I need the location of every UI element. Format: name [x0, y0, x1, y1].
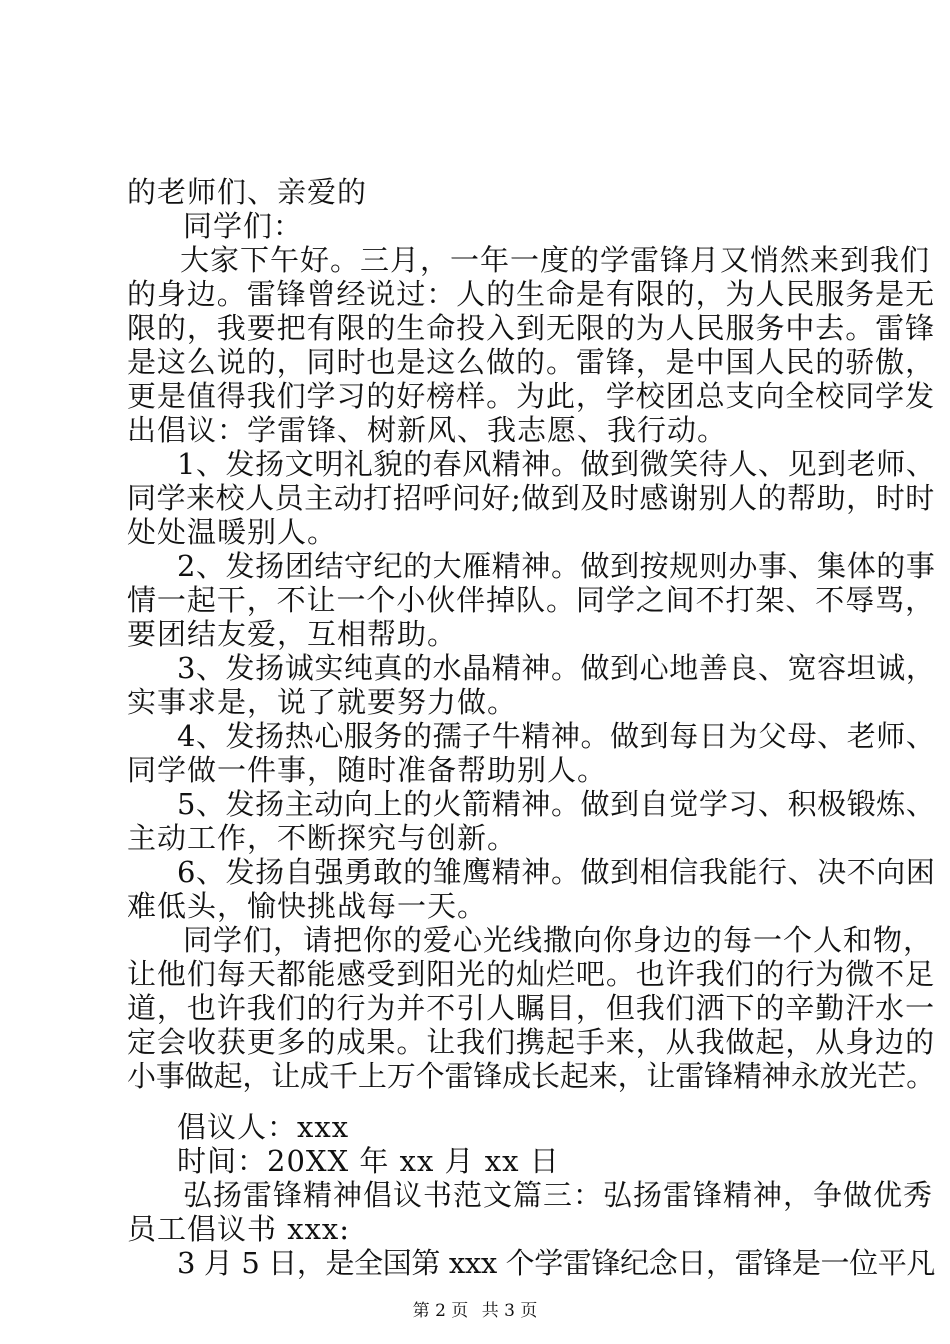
page-number: 第 2 页 [412, 1301, 469, 1321]
text-line: 要团结友爱，互相帮助。 [127, 617, 458, 651]
text-line: 处处温暖别人。 [127, 515, 338, 549]
text-line: 6、发扬自强勇敢的雏鹰精神。做到相信我能行、决不向困 [177, 855, 936, 889]
text-line: 难低头，愉快挑战每一天。 [127, 889, 488, 923]
text-line: 主动工作，不断探究与创新。 [127, 821, 518, 855]
text-line: 出倡议：学雷锋、树新风、我志愿、我行动。 [127, 413, 728, 447]
text-line: 弘扬雷锋精神倡议书范文篇三：弘扬雷锋精神，争做优秀 [183, 1178, 934, 1212]
text-line: 实事求是，说了就要努力做。 [127, 685, 518, 719]
date-line: 时间：20XX 年 xx 月 xx 日 [177, 1144, 560, 1178]
signature-line: 倡议人：xxx [177, 1110, 350, 1144]
text-line: 大家下午好。三月，一年一度的学雷锋月又悄然来到我们 [180, 243, 931, 277]
text-line: 1、发扬文明礼貌的春风精神。做到微笑待人、见到老师、 [177, 447, 936, 481]
text-line: 是这么说的，同时也是这么做的。雷锋，是中国人民的骄傲， [127, 345, 936, 379]
text-line: 道，也许我们的行为并不引人瞩目，但我们洒下的辛勤汗水一 [127, 991, 936, 1025]
text-line: 同学们，请把你的爱心光线撒向你身边的每一个人和物， [183, 923, 934, 957]
text-line: 让他们每天都能感受到阳光的灿烂吧。也许我们的行为微不足 [127, 957, 936, 991]
text-line: 更是值得我们学习的好榜样。为此，学校团总支向全校同学发 [127, 379, 936, 413]
page-total: 共 3 页 [481, 1301, 538, 1321]
text-line: 2、发扬团结守纪的大雁精神。做到按规则办事、集体的事 [177, 549, 936, 583]
text-line: 的老师们、亲爱的 [127, 175, 368, 209]
text-line: 3、发扬诚实纯真的水晶精神。做到心地善良、宽容坦诚， [177, 651, 936, 685]
text-line: 的身边。雷锋曾经说过：人的生命是有限的，为人民服务是无 [127, 277, 936, 311]
text-line: 小事做起，让成千上万个雷锋成长起来，让雷锋精神永放光芒。 [127, 1059, 936, 1093]
text-line: 同学们： [183, 209, 304, 243]
text-line: 情一起干，不让一个小伙伴掉队。同学之间不打架、不辱骂， [127, 583, 936, 617]
text-line: 同学来校人员主动打招呼问好;做到及时感谢别人的帮助，时时 [127, 481, 935, 515]
text-line: 员工倡议书 xxx: [127, 1212, 351, 1246]
text-line: 3 月 5 日，是全国第 xxx 个学雷锋纪念日，雷锋是一位平凡 [177, 1246, 936, 1280]
text-line: 限的，我要把有限的生命投入到无限的为人民服务中去。雷锋 [127, 311, 936, 345]
text-line: 5、发扬主动向上的火箭精神。做到自觉学习、积极锻炼、 [177, 787, 936, 821]
text-line: 4、发扬热心服务的孺子牛精神。做到每日为父母、老师、 [177, 719, 936, 753]
text-line: 定会收获更多的成果。让我们携起手来，从我做起，从身边的 [127, 1025, 936, 1059]
text-line: 同学做一件事，随时准备帮助别人。 [127, 753, 608, 787]
page-footer [0, 1300, 950, 1322]
